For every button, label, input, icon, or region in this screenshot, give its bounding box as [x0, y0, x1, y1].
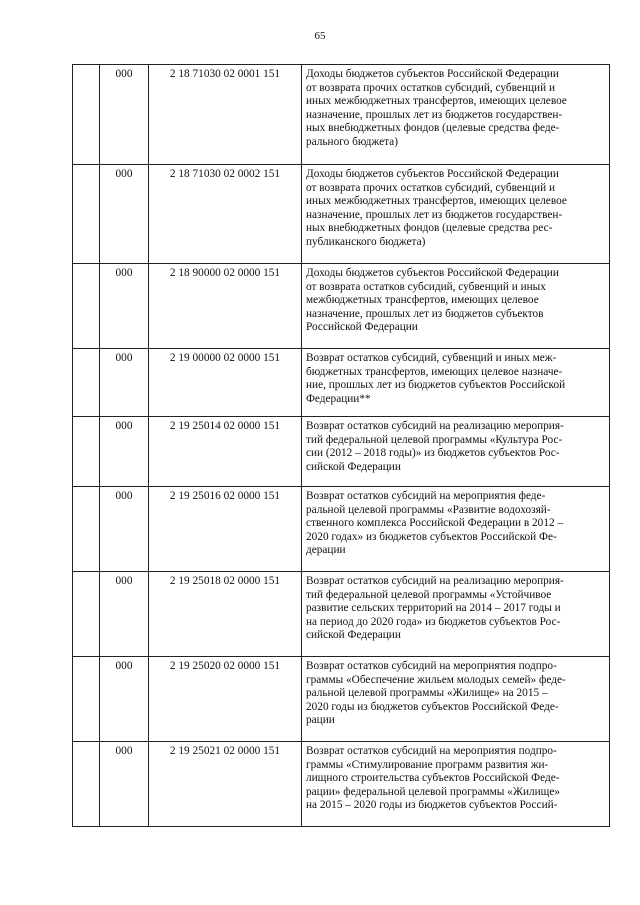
- admin-code-cell: 000: [100, 657, 149, 742]
- description-line: на 2015 – 2020 годы из бюджетов субъектов Россий-: [306, 799, 558, 812]
- description-line: иных межбюджетных трансфертов, имеющих целевое: [306, 95, 567, 108]
- kbk-cell: 2 19 25021 02 0000 151: [149, 742, 302, 827]
- table-row: [73, 487, 610, 572]
- description-line: на период до 2020 года» из бюджетов субъектов Рос-: [306, 615, 561, 628]
- kbk-cell: 2 19 00000 02 0000 151: [149, 349, 302, 417]
- description-line: ственного комплекса Российской Федерации в 2012 –: [306, 517, 564, 530]
- description-line: сийской Федерации: [306, 460, 401, 473]
- description-cell: [302, 417, 610, 487]
- kbk-cell: 2 19 25016 02 0000 151: [149, 487, 302, 572]
- admin-code-cell: 000: [100, 165, 149, 264]
- description-cell: [302, 572, 610, 657]
- description-line: Доходы бюджетов субъектов Российской Федерации: [306, 168, 559, 180]
- description-line: межбюджетных трансфертов, имеющих целевое: [306, 294, 539, 307]
- admin-code-cell: 000: [100, 742, 149, 827]
- description-line: тий федеральной целевой программы «Устойчивое: [306, 588, 552, 601]
- description-line: от возврата прочих остатков субсидий, субвенций и: [306, 81, 555, 94]
- admin-code-cell: 000: [100, 572, 149, 657]
- description-line: дерации: [306, 544, 346, 557]
- blank-cell: [73, 65, 100, 165]
- blank-cell: [73, 417, 100, 487]
- description-line: Российской Федерации: [306, 321, 418, 334]
- description-line: граммы «Обеспечение жильем молодых семей» феде-: [306, 673, 566, 686]
- kbk-cell: 2 18 71030 02 0002 151: [149, 165, 302, 264]
- description-line: ральной целевой программы «Жилище» на 2015 –: [306, 687, 548, 700]
- description-line: Возврат остатков субсидий на реализацию мероприя-: [306, 575, 564, 587]
- budget-table: [72, 64, 610, 827]
- description-cell: [302, 487, 610, 572]
- description-line: Федерации**: [306, 392, 371, 405]
- description-line: ральной целевой программы «Развитие водохозяй-: [306, 503, 551, 516]
- page-number: 65: [314, 30, 326, 42]
- blank-cell: [73, 165, 100, 264]
- blank-cell: [73, 657, 100, 742]
- blank-cell: [73, 349, 100, 417]
- description-line: назначение, прошлых лет из бюджетов субъектов: [306, 307, 544, 320]
- description-cell: [302, 264, 610, 349]
- admin-code-cell: 000: [100, 417, 149, 487]
- description-line: сийской Федерации: [306, 629, 401, 642]
- description-line: публиканского бюджета): [306, 235, 426, 248]
- description-line: 2020 годы из бюджетов субъектов Российской Феде-: [306, 700, 559, 713]
- blank-cell: [73, 572, 100, 657]
- description-line: Возврат остатков субсидий, субвенций и иных меж-: [306, 352, 557, 364]
- kbk-cell: 2 19 25020 02 0000 151: [149, 657, 302, 742]
- admin-code-cell: 000: [100, 65, 149, 165]
- description-line: Возврат остатков субсидий на мероприятия подпро-: [306, 660, 557, 672]
- description-line: ных внебюджетных фондов (целевые средства рес-: [306, 222, 553, 235]
- description-cell: [302, 742, 610, 827]
- blank-cell: [73, 742, 100, 827]
- description-line: лищного строительства субъектов Российской Феде-: [306, 772, 560, 785]
- kbk-cell: 2 18 71030 02 0001 151: [149, 65, 302, 165]
- admin-code-cell: 000: [100, 349, 149, 417]
- description-line: бюджетных трансфертов, имеющих целевое назначе-: [306, 365, 563, 378]
- description-line: Возврат остатков субсидий на мероприятия подпро-: [306, 745, 557, 757]
- table-row: [73, 165, 610, 264]
- kbk-cell: 2 18 90000 02 0000 151: [149, 264, 302, 349]
- blank-cell: [73, 487, 100, 572]
- table-row: [73, 417, 610, 487]
- description-line: тий федеральной целевой программы «Культура Рос-: [306, 433, 563, 446]
- blank-cell: [73, 264, 100, 349]
- description-cell: [302, 65, 610, 165]
- description-line: сии (2012 – 2018 годы)» из бюджетов субъектов Рос-: [306, 447, 560, 460]
- description-line: рации: [306, 714, 335, 727]
- table-row: [73, 572, 610, 657]
- description-cell: [302, 165, 610, 264]
- description-line: рации» федеральной целевой программы «Жилище»: [306, 785, 561, 798]
- description-line: граммы «Стимулирование программ развития жи-: [306, 758, 549, 771]
- table-row: [73, 349, 610, 417]
- description-line: ных внебюджетных фондов (целевые средства феде-: [306, 122, 560, 135]
- description-line: назначение, прошлых лет из бюджетов государствен-: [306, 108, 563, 121]
- kbk-cell: 2 19 25018 02 0000 151: [149, 572, 302, 657]
- description-line: ние, прошлых лет из бюджетов субъектов Российской: [306, 379, 566, 392]
- table-row: [73, 65, 610, 165]
- description-cell: [302, 349, 610, 417]
- description-line: Доходы бюджетов субъектов Российской Федерации: [306, 68, 559, 80]
- description-line: от возврата прочих остатков субсидий, субвенций и: [306, 181, 555, 194]
- description-line: Возврат остатков субсидий на мероприятия феде-: [306, 490, 546, 502]
- description-line: Возврат остатков субсидий на реализацию мероприя-: [306, 420, 564, 432]
- kbk-cell: 2 19 25014 02 0000 151: [149, 417, 302, 487]
- description-line: иных межбюджетных трансфертов, имеющих целевое: [306, 195, 567, 208]
- table-row: [73, 264, 610, 349]
- admin-code-cell: 000: [100, 264, 149, 349]
- description-line: рального бюджета): [306, 135, 398, 148]
- description-line: Доходы бюджетов субъектов Российской Федерации: [306, 267, 559, 279]
- description-line: 2020 годах» из бюджетов субъектов Российской Фе-: [306, 530, 557, 543]
- description-line: назначение, прошлых лет из бюджетов государствен-: [306, 208, 563, 221]
- description-line: от возврата остатков субсидий, субвенций и иных: [306, 280, 546, 293]
- description-cell: [302, 657, 610, 742]
- admin-code-cell: 000: [100, 487, 149, 572]
- table-row: [73, 657, 610, 742]
- description-line: развитие сельских территорий на 2014 – 2017 годы и: [306, 602, 561, 615]
- table-body: [73, 65, 610, 827]
- table-row: [73, 742, 610, 827]
